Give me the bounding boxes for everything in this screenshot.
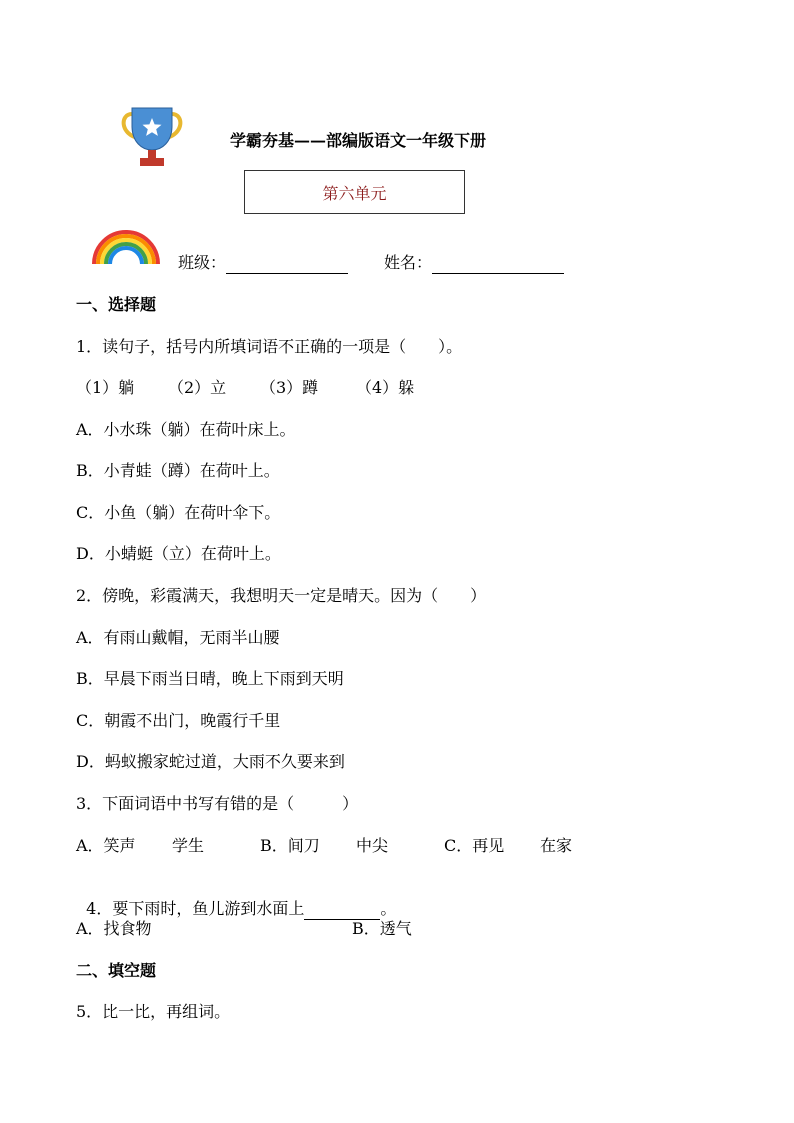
unit-box [244, 170, 465, 214]
word-choice: （3）蹲 [260, 378, 319, 397]
question-stem: 3．下面词语中书写有错的是（ ） [76, 794, 359, 813]
option-a[interactable]: A．找食物 [76, 919, 152, 938]
option-a-word2: 学生 [172, 836, 205, 855]
option-a[interactable] [76, 835, 136, 857]
name-blank[interactable] [432, 255, 564, 274]
worksheet-title: 学霸夯基——部编版语文一年级下册 [230, 131, 487, 150]
rainbow-icon [90, 228, 162, 266]
word-choice: （1）躺 [76, 378, 135, 397]
option-c[interactable]: C．小鱼（躺）在荷叶伞下。 [76, 503, 281, 522]
option-label: A．笑声 [76, 836, 136, 855]
question-stem-suffix: 。 [380, 899, 397, 918]
section-heading: 一、选择题 [76, 295, 157, 314]
option-b[interactable] [260, 835, 320, 857]
option-d[interactable]: D．小蜻蜓（立）在荷叶上。 [76, 544, 281, 563]
option-c[interactable] [444, 835, 504, 857]
word-choice: （2）立 [168, 378, 227, 397]
option-b[interactable]: B．小青蛙（蹲）在荷叶上。 [76, 461, 280, 480]
option-label: B．间刀 [260, 836, 320, 855]
option-d[interactable]: D．蚂蚁搬家蛇过道，大雨不久要来到 [76, 752, 345, 771]
option-label: C．再见 [444, 836, 505, 855]
question-stem-text: 4．要下雨时，鱼儿游到水面上 [86, 899, 305, 918]
question-stem: 5．比一比，再组词。 [76, 1002, 231, 1021]
option-c[interactable]: C．朝霞不出门，晚霞行千里 [76, 711, 281, 730]
option-b[interactable]: B．透气 [352, 919, 412, 938]
question-stem [76, 876, 396, 920]
option-a[interactable]: A．小水珠（躺）在荷叶床上。 [76, 420, 296, 439]
option-c-word2: 在家 [540, 836, 573, 855]
question-stem: 1．读句子，括号内所填词语不正确的一项是（ ）。 [76, 337, 463, 356]
question-stem: 2．傍晚，彩霞满天，我想明天一定是晴天。因为（ ） [76, 586, 487, 605]
name-label: 姓名： [384, 253, 433, 272]
trophy-icon [118, 104, 186, 170]
unit-label: 第六单元 [322, 183, 387, 203]
class-field [178, 252, 348, 274]
name-field [384, 252, 564, 274]
option-b-word2: 中尖 [356, 836, 389, 855]
option-a[interactable]: A．有雨山戴帽，无雨半山腰 [76, 628, 280, 647]
option-b[interactable]: B．早晨下雨当日晴，晚上下雨到天明 [76, 669, 344, 688]
class-label: 班级： [178, 253, 227, 272]
class-blank[interactable] [226, 255, 348, 274]
section-heading: 二、填空题 [76, 961, 157, 980]
word-choice: （4）躲 [356, 378, 415, 397]
